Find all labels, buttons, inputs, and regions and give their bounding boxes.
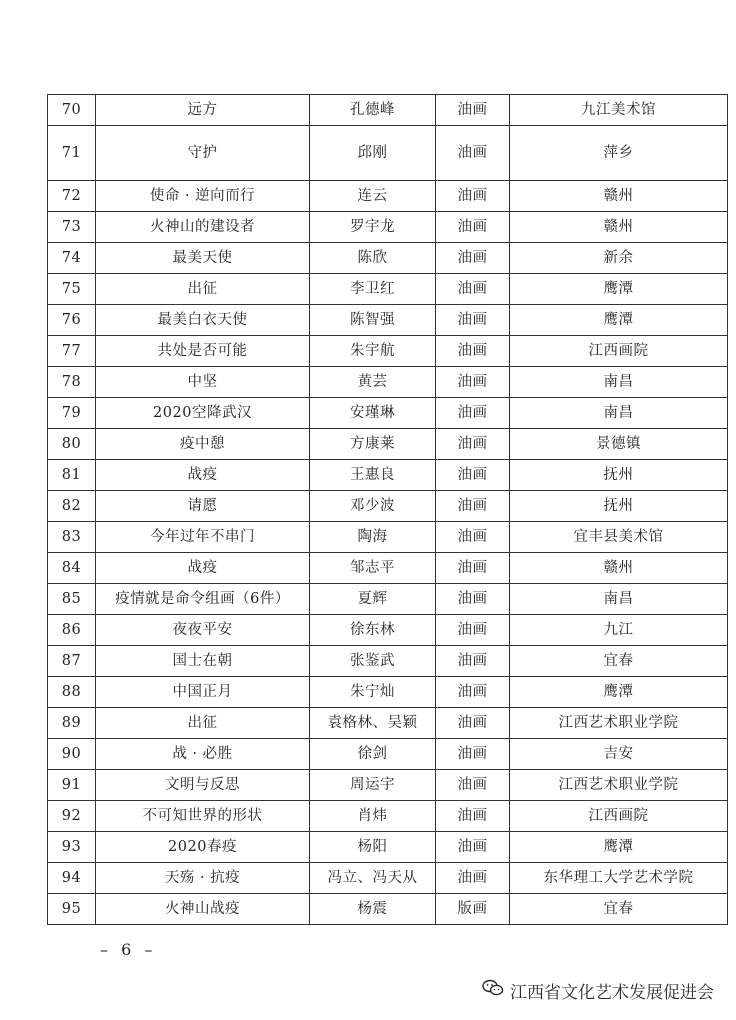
cell-type: 油画 <box>436 212 510 243</box>
cell-author: 杨震 <box>310 894 436 925</box>
cell-num: 83 <box>48 522 96 553</box>
cell-num: 94 <box>48 863 96 894</box>
cell-unit: 鹰潭 <box>510 832 728 863</box>
cell-type: 油画 <box>436 305 510 336</box>
table-row <box>48 181 728 212</box>
cell-unit: 宜春 <box>510 646 728 677</box>
cell-author: 徐东林 <box>310 615 436 646</box>
table-row <box>48 739 728 770</box>
cell-unit: 南昌 <box>510 584 728 615</box>
cell-num: 72 <box>48 181 96 212</box>
cell-unit: 抚州 <box>510 460 728 491</box>
cell-type: 油画 <box>436 181 510 212</box>
table-row <box>48 243 728 274</box>
cell-unit: 赣州 <box>510 553 728 584</box>
table-row <box>48 95 728 126</box>
table-row <box>48 429 728 460</box>
table-row <box>48 367 728 398</box>
cell-title: 天殇 · 抗疫 <box>96 863 310 894</box>
cell-unit: 江西画院 <box>510 801 728 832</box>
cell-author: 连云 <box>310 181 436 212</box>
cell-author: 袁格林、吴颖 <box>310 708 436 739</box>
cell-unit: 新余 <box>510 243 728 274</box>
cell-author: 陶海 <box>310 522 436 553</box>
cell-num: 71 <box>48 126 96 181</box>
cell-type: 油画 <box>436 95 510 126</box>
cell-title: 不可知世界的形状 <box>96 801 310 832</box>
table-row <box>48 336 728 367</box>
cell-author: 肖炜 <box>310 801 436 832</box>
cell-author: 黄芸 <box>310 367 436 398</box>
cell-title: 战 · 必胜 <box>96 739 310 770</box>
cell-type: 油画 <box>436 708 510 739</box>
cell-author: 罗宇龙 <box>310 212 436 243</box>
table-row <box>48 126 728 181</box>
cell-type: 油画 <box>436 584 510 615</box>
cell-title: 使命 · 逆向而行 <box>96 181 310 212</box>
cell-type: 油画 <box>436 677 510 708</box>
cell-num: 76 <box>48 305 96 336</box>
cell-num: 85 <box>48 584 96 615</box>
cell-type: 油画 <box>436 126 510 181</box>
cell-num: 70 <box>48 95 96 126</box>
cell-author: 孔德峰 <box>310 95 436 126</box>
table-row <box>48 677 728 708</box>
cell-unit: 抚州 <box>510 491 728 522</box>
cell-num: 77 <box>48 336 96 367</box>
table-row <box>48 894 728 925</box>
cell-type: 油画 <box>436 460 510 491</box>
table-row <box>48 398 728 429</box>
cell-num: 92 <box>48 801 96 832</box>
cell-num: 78 <box>48 367 96 398</box>
cell-unit: 鹰潭 <box>510 274 728 305</box>
cell-title: 共处是否可能 <box>96 336 310 367</box>
cell-author: 陈智强 <box>310 305 436 336</box>
cell-unit: 九江 <box>510 615 728 646</box>
cell-title: 最美白衣天使 <box>96 305 310 336</box>
cell-unit: 宜春 <box>510 894 728 925</box>
cell-title: 战疫 <box>96 460 310 491</box>
cell-title: 疫中憩 <box>96 429 310 460</box>
cell-unit: 江西艺术职业学院 <box>510 708 728 739</box>
cell-title: 出征 <box>96 274 310 305</box>
cell-title: 守护 <box>96 126 310 181</box>
cell-unit: 江西艺术职业学院 <box>510 770 728 801</box>
table-row <box>48 553 728 584</box>
table-row <box>48 615 728 646</box>
cell-num: 93 <box>48 832 96 863</box>
cell-type: 油画 <box>436 739 510 770</box>
cell-unit: 赣州 <box>510 181 728 212</box>
cell-type: 油画 <box>436 615 510 646</box>
cell-title: 2020春疫 <box>96 832 310 863</box>
cell-author: 李卫红 <box>310 274 436 305</box>
cell-num: 74 <box>48 243 96 274</box>
cell-author: 杨阳 <box>310 832 436 863</box>
cell-title: 火神山的建设者 <box>96 212 310 243</box>
works-table-body <box>48 95 728 925</box>
cell-title: 火神山战疫 <box>96 894 310 925</box>
cell-unit: 鹰潭 <box>510 305 728 336</box>
cell-author: 夏辉 <box>310 584 436 615</box>
cell-type: 油画 <box>436 770 510 801</box>
cell-type: 版画 <box>436 894 510 925</box>
cell-author: 安瑾琳 <box>310 398 436 429</box>
page-number: – 6 – <box>100 940 157 959</box>
cell-type: 油画 <box>436 274 510 305</box>
cell-type: 油画 <box>436 801 510 832</box>
cell-num: 75 <box>48 274 96 305</box>
cell-num: 91 <box>48 770 96 801</box>
cell-unit: 九江美术馆 <box>510 95 728 126</box>
table-row <box>48 460 728 491</box>
cell-title: 请愿 <box>96 491 310 522</box>
cell-num: 81 <box>48 460 96 491</box>
works-table <box>47 94 728 925</box>
table-row <box>48 863 728 894</box>
cell-author: 邹志平 <box>310 553 436 584</box>
cell-type: 油画 <box>436 491 510 522</box>
cell-type: 油画 <box>436 646 510 677</box>
cell-unit: 东华理工大学艺术学院 <box>510 863 728 894</box>
cell-unit: 宜丰县美术馆 <box>510 522 728 553</box>
watermark-text: 江西省文化艺术发展促进会 <box>510 983 714 1003</box>
cell-author: 邱刚 <box>310 126 436 181</box>
cell-type: 油画 <box>436 398 510 429</box>
cell-author: 陈欣 <box>310 243 436 274</box>
cell-unit: 吉安 <box>510 739 728 770</box>
table-row <box>48 832 728 863</box>
cell-type: 油画 <box>436 367 510 398</box>
cell-unit: 景德镇 <box>510 429 728 460</box>
cell-num: 88 <box>48 677 96 708</box>
cell-title: 中坚 <box>96 367 310 398</box>
cell-num: 80 <box>48 429 96 460</box>
cell-author: 周运宇 <box>310 770 436 801</box>
table-row <box>48 522 728 553</box>
cell-num: 86 <box>48 615 96 646</box>
cell-author: 王惠良 <box>310 460 436 491</box>
cell-title: 今年过年不串门 <box>96 522 310 553</box>
cell-title: 出征 <box>96 708 310 739</box>
cell-title: 远方 <box>96 95 310 126</box>
cell-type: 油画 <box>436 243 510 274</box>
cell-author: 徐剑 <box>310 739 436 770</box>
cell-author: 冯立、冯天从 <box>310 863 436 894</box>
cell-unit: 赣州 <box>510 212 728 243</box>
cell-title: 夜夜平安 <box>96 615 310 646</box>
cell-title: 疫情就是命令组画（6件） <box>96 584 310 615</box>
table-row <box>48 584 728 615</box>
table-row <box>48 801 728 832</box>
cell-unit: 萍乡 <box>510 126 728 181</box>
table-row <box>48 770 728 801</box>
cell-unit: 鹰潭 <box>510 677 728 708</box>
cell-title: 最美天使 <box>96 243 310 274</box>
cell-num: 82 <box>48 491 96 522</box>
cell-num: 73 <box>48 212 96 243</box>
wechat-icon <box>482 979 504 1002</box>
table-row <box>48 491 728 522</box>
cell-unit: 南昌 <box>510 367 728 398</box>
cell-author: 张鉴武 <box>310 646 436 677</box>
cell-type: 油画 <box>436 522 510 553</box>
cell-title: 文明与反思 <box>96 770 310 801</box>
cell-type: 油画 <box>436 553 510 584</box>
table-row <box>48 305 728 336</box>
cell-unit: 南昌 <box>510 398 728 429</box>
table-row <box>48 274 728 305</box>
watermark <box>482 978 714 1003</box>
cell-type: 油画 <box>436 429 510 460</box>
cell-num: 87 <box>48 646 96 677</box>
table-row <box>48 646 728 677</box>
cell-type: 油画 <box>436 832 510 863</box>
cell-num: 95 <box>48 894 96 925</box>
table-row <box>48 212 728 243</box>
cell-author: 方康莱 <box>310 429 436 460</box>
cell-num: 84 <box>48 553 96 584</box>
cell-type: 油画 <box>436 336 510 367</box>
cell-author: 邓少波 <box>310 491 436 522</box>
cell-title: 国士在朝 <box>96 646 310 677</box>
cell-author: 朱宁灿 <box>310 677 436 708</box>
cell-unit: 江西画院 <box>510 336 728 367</box>
cell-num: 89 <box>48 708 96 739</box>
cell-title: 2020空降武汉 <box>96 398 310 429</box>
cell-title: 中国正月 <box>96 677 310 708</box>
cell-type: 油画 <box>436 863 510 894</box>
table-row <box>48 708 728 739</box>
cell-title: 战疫 <box>96 553 310 584</box>
cell-author: 朱宇航 <box>310 336 436 367</box>
cell-num: 79 <box>48 398 96 429</box>
cell-num: 90 <box>48 739 96 770</box>
